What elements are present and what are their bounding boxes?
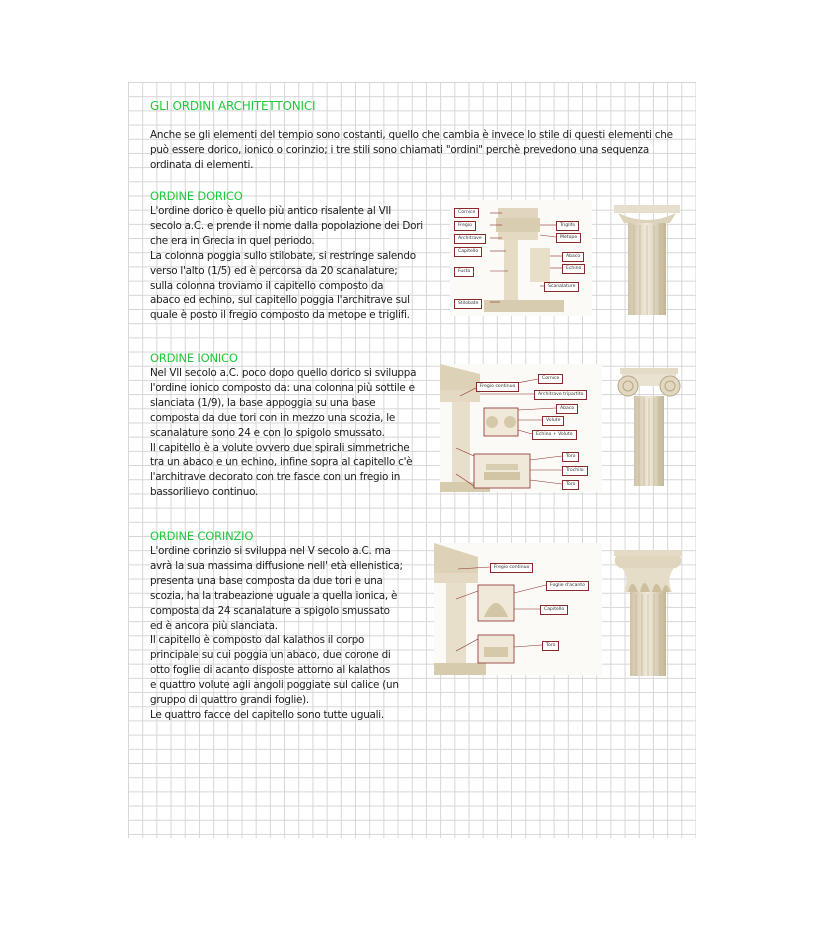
text-line: Il capitello è composto dal kalathos il corpo [150, 634, 365, 647]
label-abaco: Abaco [556, 404, 578, 414]
text-line: Nel VII secolo a.C. poco dopo quello dorico si sviluppa [150, 367, 417, 379]
label-echino: Echino [562, 264, 585, 274]
label-architrave: Architrave [454, 234, 486, 244]
label-fusto: Fusto [454, 267, 474, 277]
label-toro: Toro [542, 641, 559, 651]
text-line: Le quattro facce del capitello sono tutte uguali. [150, 708, 384, 721]
label-triglifo: Triglifo [556, 221, 579, 231]
text-line: sulla colonna troviamo il capitello composto da [150, 279, 384, 292]
text-line: secolo a.C. e prende il nome dalla popolazione dei Dori [150, 219, 423, 232]
intro-line: ordinata di elementi. [150, 158, 254, 171]
intro-line: può essere dorico, ionico o corinzio; i tre stili sono chiamati "ordini" perchè prevedono una sequenza [150, 143, 650, 156]
text-line: verso l'alto (1/5) ed è percorsa da 20 scanalature; [150, 264, 398, 277]
label-cornice: Cornice [454, 208, 479, 218]
label-fregio: Fregio [454, 221, 476, 231]
text-line: composta da 24 scanalature a spigolo smussato [150, 604, 390, 617]
text-line: principale su cui poggia un abaco, due corone di [150, 649, 391, 662]
ionic-diagram [440, 364, 602, 492]
text-line: La colonna poggia sullo stilobate, si restringe salendo [150, 249, 416, 262]
text-line: l'architrave decorato con tre fasce con un fregio in [150, 471, 401, 484]
label-fregio-continuo: Fregio continuo [490, 563, 533, 573]
doric-diagram [450, 200, 592, 316]
text-line: e quattro volute agli angoli poggiate sul calice (un [150, 679, 399, 692]
text-line: presenta una base composta da due tori e una [150, 574, 383, 587]
corinthian-diagram [434, 543, 602, 675]
text-line: scozia, ha la trabeazione uguale a quella ionica, è [150, 589, 398, 602]
text-line: composta da due tori con in mezzo una scozia, le [150, 411, 396, 424]
text-line: Il capitello è a volute ovvero due spirali simmetriche [150, 441, 410, 454]
label-scanalature: Scanalature [544, 282, 579, 292]
text-line: slanciata (1/9), la base appoggia su una base [150, 396, 376, 409]
intro-paragraph [150, 128, 673, 173]
text-corinzio [150, 544, 403, 723]
label-fregio-continuo: Fregio continuo [476, 382, 519, 392]
text-line: bassorilievo continuo. [150, 486, 259, 499]
text-line: avrà la sua massima diffusione nell' età ellenistica; [150, 559, 403, 572]
text-line: ed è ancora più slanciata. [150, 619, 278, 632]
text-line: l'ordine ionico composto da: una colonna più sottile e [150, 381, 415, 394]
text-line: che era in Grecia in quel periodo. [150, 234, 315, 247]
text-dorico [150, 204, 423, 323]
text-line: abaco ed echino, sul capitello poggia l'architrave sul [150, 294, 410, 307]
heading-corinzio: ORDINE CORINZIO [150, 529, 254, 543]
text-line: gruppo di quattro grandi foglie). [150, 694, 309, 707]
label-toro: Toro [562, 452, 579, 462]
label-capitello: Capitello [540, 605, 568, 615]
text-line: L'ordine corinzio si sviluppa nel V secolo a.C. ma [150, 545, 391, 557]
label-toro: Toro [562, 480, 579, 490]
label-abaco: Abaco [562, 252, 584, 262]
text-line: scanalature sono 24 e con lo spigolo smussato. [150, 426, 385, 439]
label-volute: Volute [542, 416, 564, 426]
page-title: GLI ORDINI ARCHITETTONICI [150, 99, 316, 113]
text-line: otto foglie di acanto disposte attorno al kalathos [150, 664, 390, 677]
corinthian-column-image [610, 548, 686, 676]
label-cornice: Cornice [538, 374, 563, 384]
intro-line: Anche se gli elementi del tempio sono costanti, quello che cambia è invece lo stile di questi elementi che [150, 129, 673, 141]
label-capitello: Capitello [454, 247, 482, 257]
label-stilobate: Stilobate [454, 299, 482, 309]
heading-ionico: ORDINE IONICO [150, 351, 238, 365]
text-line: quale è posto il fregio composto da metope e triglifi. [150, 309, 410, 322]
heading-dorico: ORDINE DORICO [150, 189, 243, 203]
label-echino-volute: Echino + Volute [532, 430, 577, 440]
label-metope: Metope [556, 233, 581, 243]
doric-column-image [612, 203, 682, 315]
label-trochilo: Trochilo [562, 466, 588, 476]
label-foglie-acanto: Foglie d'acanto [546, 581, 589, 591]
text-ionico [150, 366, 416, 500]
text-line: tra un abaco e un echino, infine sopra al capitello c'è [150, 456, 413, 469]
ionic-column-image [614, 366, 684, 486]
text-line: L'ordine dorico è quello più antico risalente al VII [150, 205, 392, 217]
label-architrave-tripartito: Architrave tripartito [534, 390, 587, 400]
